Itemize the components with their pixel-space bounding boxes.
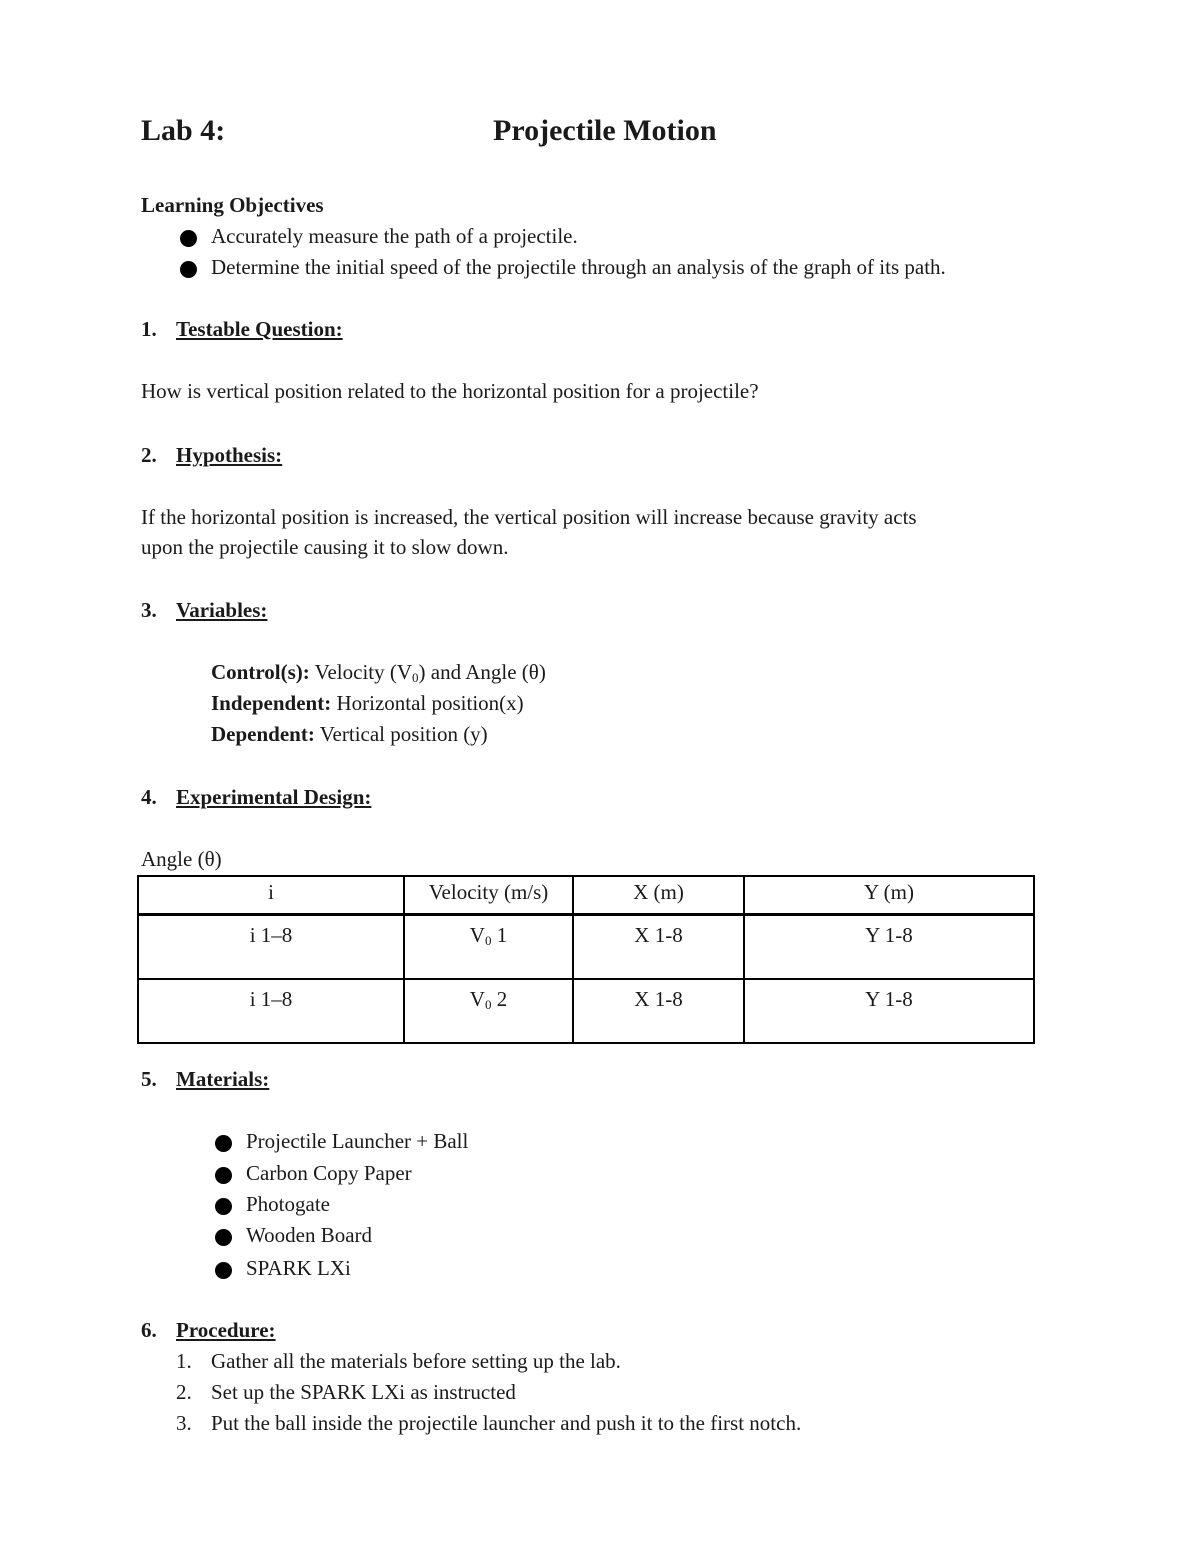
column-header: i bbox=[138, 876, 404, 915]
experimental-design-heading: Experimental Design: bbox=[176, 785, 372, 809]
section-number: 3. bbox=[141, 598, 157, 622]
column-header: Y (m) bbox=[744, 876, 1034, 915]
testable-question-heading: Testable Question: bbox=[176, 317, 343, 341]
table-header-row bbox=[138, 876, 1034, 915]
material-item: SPARK LXi bbox=[246, 1256, 351, 1280]
hypothesis-heading: Hypothesis: bbox=[176, 443, 283, 467]
dependent-value: Vertical position (y) bbox=[319, 722, 488, 746]
procedure-step-number: 3. bbox=[176, 1411, 192, 1435]
hypothesis-text-line: If the horizontal position is increased, the vertical position will increase because gravity acts bbox=[141, 505, 917, 529]
hypothesis-text-line: upon the projectile causing it to slow down. bbox=[141, 535, 509, 559]
table-cell: Y 1-8 bbox=[744, 979, 1034, 1043]
table-cell: $V_0$ 1 bbox=[404, 915, 573, 980]
objective-item: Determine the initial speed of the projectile through an analysis of the graph of its path. bbox=[211, 255, 946, 279]
independent-label: Independent: bbox=[211, 691, 332, 715]
table-cell: $V_0$ 2 bbox=[404, 979, 573, 1043]
column-header: X (m) bbox=[573, 876, 744, 915]
section-number: 6. bbox=[141, 1318, 157, 1342]
section-number: 2. bbox=[141, 443, 157, 467]
procedure-step-number: 1. bbox=[176, 1349, 192, 1373]
material-item: Photogate bbox=[246, 1192, 330, 1216]
material-item: Wooden Board bbox=[246, 1223, 373, 1247]
table-caption: Angle (θ) bbox=[141, 847, 222, 871]
control-value: Velocity $(V_0)$ and Angle (θ) bbox=[314, 660, 546, 685]
experimental-design-table bbox=[137, 875, 1035, 1044]
table-cell: Y 1-8 bbox=[744, 915, 1034, 980]
control-variable bbox=[211, 660, 546, 686]
bullet-icon bbox=[180, 230, 197, 247]
objective-item: Accurately measure the path of a projectile. bbox=[211, 224, 578, 248]
material-item: Projectile Launcher + Ball bbox=[246, 1129, 469, 1153]
table-cell: i 1–8 bbox=[138, 979, 404, 1043]
bullet-icon bbox=[215, 1167, 232, 1184]
bullet-icon bbox=[215, 1229, 232, 1246]
lab-number: Lab 4: bbox=[141, 114, 226, 147]
objectives-heading: Learning Objectives bbox=[141, 193, 324, 217]
procedure-step-text: Put the ball inside the projectile launcher and push it to the first notch. bbox=[211, 1411, 802, 1435]
independent-value: Horizontal position(x) bbox=[336, 691, 524, 715]
independent-variable bbox=[211, 691, 524, 716]
procedure-step-text: Gather all the materials before setting up the lab. bbox=[211, 1349, 621, 1373]
bullet-icon bbox=[215, 1262, 232, 1279]
dependent-label: Dependent: bbox=[211, 722, 315, 746]
table-row bbox=[138, 979, 1034, 1043]
dependent-variable bbox=[211, 722, 488, 747]
section-number: 4. bbox=[141, 785, 157, 809]
material-item: Carbon Copy Paper bbox=[246, 1161, 412, 1185]
page-title: Projectile Motion bbox=[493, 114, 717, 147]
variables-heading: Variables: bbox=[176, 598, 268, 622]
table-row bbox=[138, 915, 1034, 980]
table-cell: X 1-8 bbox=[573, 915, 744, 980]
materials-heading: Materials: bbox=[176, 1067, 270, 1091]
table-cell: i 1–8 bbox=[138, 915, 404, 980]
column-header: Velocity (m/s) bbox=[404, 876, 573, 915]
section-number: 5. bbox=[141, 1067, 157, 1091]
procedure-step-number: 2. bbox=[176, 1380, 192, 1404]
procedure-step-text: Set up the SPARK LXi as instructed bbox=[211, 1380, 516, 1404]
testable-question-text: How is vertical position related to the horizontal position for a projectile? bbox=[141, 379, 759, 403]
control-label: Control(s): bbox=[211, 660, 310, 684]
bullet-icon bbox=[215, 1198, 232, 1215]
procedure-heading: Procedure: bbox=[176, 1318, 276, 1342]
bullet-icon bbox=[180, 261, 197, 278]
table-cell: X 1-8 bbox=[573, 979, 744, 1043]
bullet-icon bbox=[215, 1135, 232, 1152]
section-number: 1. bbox=[141, 317, 157, 341]
